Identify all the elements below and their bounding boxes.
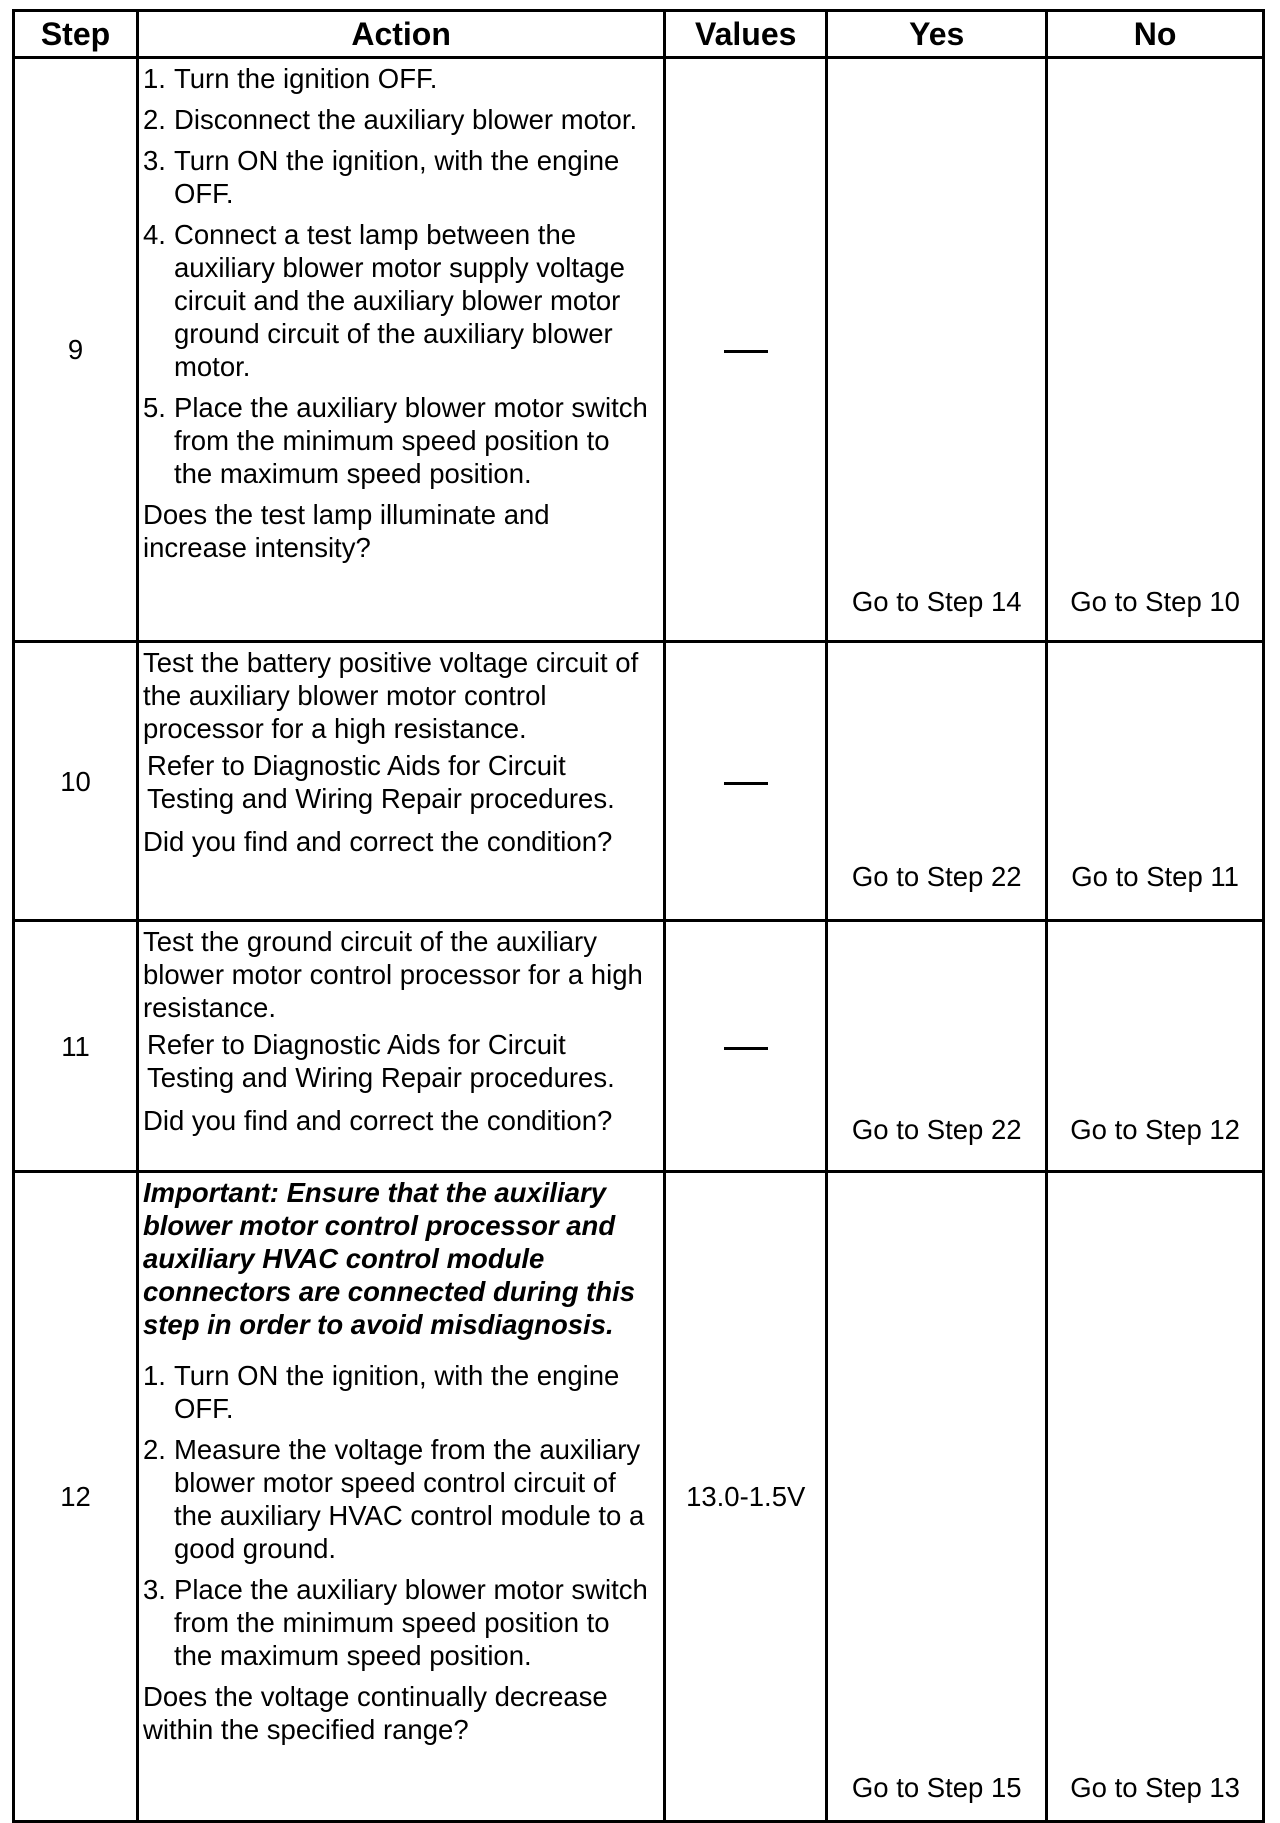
step-index: 3. <box>142 1574 166 1605</box>
step-index: 2. <box>142 104 166 135</box>
action-text: Test the battery positive voltage circuit of the auxiliary blower motor control processor for a high resistance. <box>142 647 639 744</box>
action-text: Test the ground circuit of the auxiliary blower motor control processor for a high resistance. <box>142 926 643 1023</box>
action-step <box>143 1433 655 1565</box>
header-row <box>14 11 1264 58</box>
values-cell: 13.0-1.5V <box>665 1172 827 1822</box>
action-cell <box>137 642 664 921</box>
step-index: 1. <box>142 1360 166 1391</box>
no-value-dash <box>724 1047 768 1050</box>
question-text: Did you find and correct the condition? <box>142 826 613 857</box>
step-text: Disconnect the auxiliary blower motor. <box>173 104 638 135</box>
action-step <box>143 103 655 136</box>
action-step <box>143 1573 655 1672</box>
step-text: Place the auxiliary blower motor switch from the minimum speed position to the maximum speed position. <box>173 1574 648 1671</box>
action-step <box>143 62 655 95</box>
step-text: Measure the voltage from the auxiliary blower motor speed control circuit of the auxiliary HVAC control module to a good ground. <box>173 1434 645 1564</box>
table-row <box>14 642 1264 921</box>
no-cell: Go to Step 12 <box>1047 921 1264 1172</box>
yes-cell: Go to Step 22 <box>827 921 1047 1172</box>
step-number: 9 <box>14 58 138 642</box>
step-text: Place the auxiliary blower motor switch from the minimum speed position to the maximum speed position. <box>173 392 648 489</box>
table-row <box>14 58 1264 642</box>
yes-cell: Go to Step 22 <box>827 642 1047 921</box>
header-step: Step <box>14 11 138 58</box>
step-text: Turn ON the ignition, with the engine OFF. <box>173 145 620 209</box>
table-row <box>14 921 1264 1172</box>
action-step <box>143 391 655 490</box>
step-number: 10 <box>14 642 138 921</box>
values-cell <box>665 921 827 1172</box>
yes-cell: Go to Step 14 <box>827 58 1047 642</box>
question-text: Does the voltage continually decrease within the specified range? <box>142 1681 608 1745</box>
no-cell: Go to Step 11 <box>1047 642 1264 921</box>
step-text: Turn the ignition OFF. <box>173 63 438 94</box>
step-number: 12 <box>14 1172 138 1822</box>
header-no: No <box>1047 11 1264 58</box>
no-value-dash <box>724 782 768 785</box>
no-cell: Go to Step 10 <box>1047 58 1264 642</box>
action-cell <box>137 58 664 642</box>
step-index: 3. <box>142 145 166 176</box>
important-note: Important: Ensure that the auxiliary blower motor control processor and auxiliary HVAC control module connectors are connected during this step in order to avoid misdiagnosis. <box>142 1177 636 1340</box>
step-text: Turn ON the ignition, with the engine OFF. <box>173 1360 620 1424</box>
header-action: Action <box>137 11 664 58</box>
action-step <box>143 218 655 383</box>
question-text: Did you find and correct the condition? <box>142 1105 613 1136</box>
action-steps <box>143 1359 655 1672</box>
step-index: 1. <box>142 63 166 94</box>
step-index: 2. <box>142 1434 166 1465</box>
diagnostic-table <box>12 9 1265 1823</box>
action-cell <box>137 921 664 1172</box>
refer-text: Refer to Diagnostic Aids for Circuit Testing and Wiring Repair procedures. <box>146 1029 615 1093</box>
action-step <box>143 144 655 210</box>
refer-text: Refer to Diagnostic Aids for Circuit Testing and Wiring Repair procedures. <box>146 750 615 814</box>
action-steps <box>143 62 655 490</box>
no-value-dash <box>724 350 768 353</box>
step-index: 5. <box>142 392 166 423</box>
yes-cell: Go to Step 15 <box>827 1172 1047 1822</box>
step-text: Connect a test lamp between the auxiliary blower motor supply voltage circuit and the auxiliary blower motor ground circuit of the auxiliary blower motor. <box>173 219 625 382</box>
values-cell <box>665 642 827 921</box>
step-number: 11 <box>14 921 138 1172</box>
table-row <box>14 1172 1264 1822</box>
action-step <box>143 1359 655 1425</box>
header-values: Values <box>665 11 827 58</box>
question-text: Does the test lamp illuminate and increase intensity? <box>142 499 550 563</box>
header-yes: Yes <box>827 11 1047 58</box>
values-cell <box>665 58 827 642</box>
step-index: 4. <box>142 219 166 250</box>
no-cell: Go to Step 13 <box>1047 1172 1264 1822</box>
action-cell <box>137 1172 664 1822</box>
